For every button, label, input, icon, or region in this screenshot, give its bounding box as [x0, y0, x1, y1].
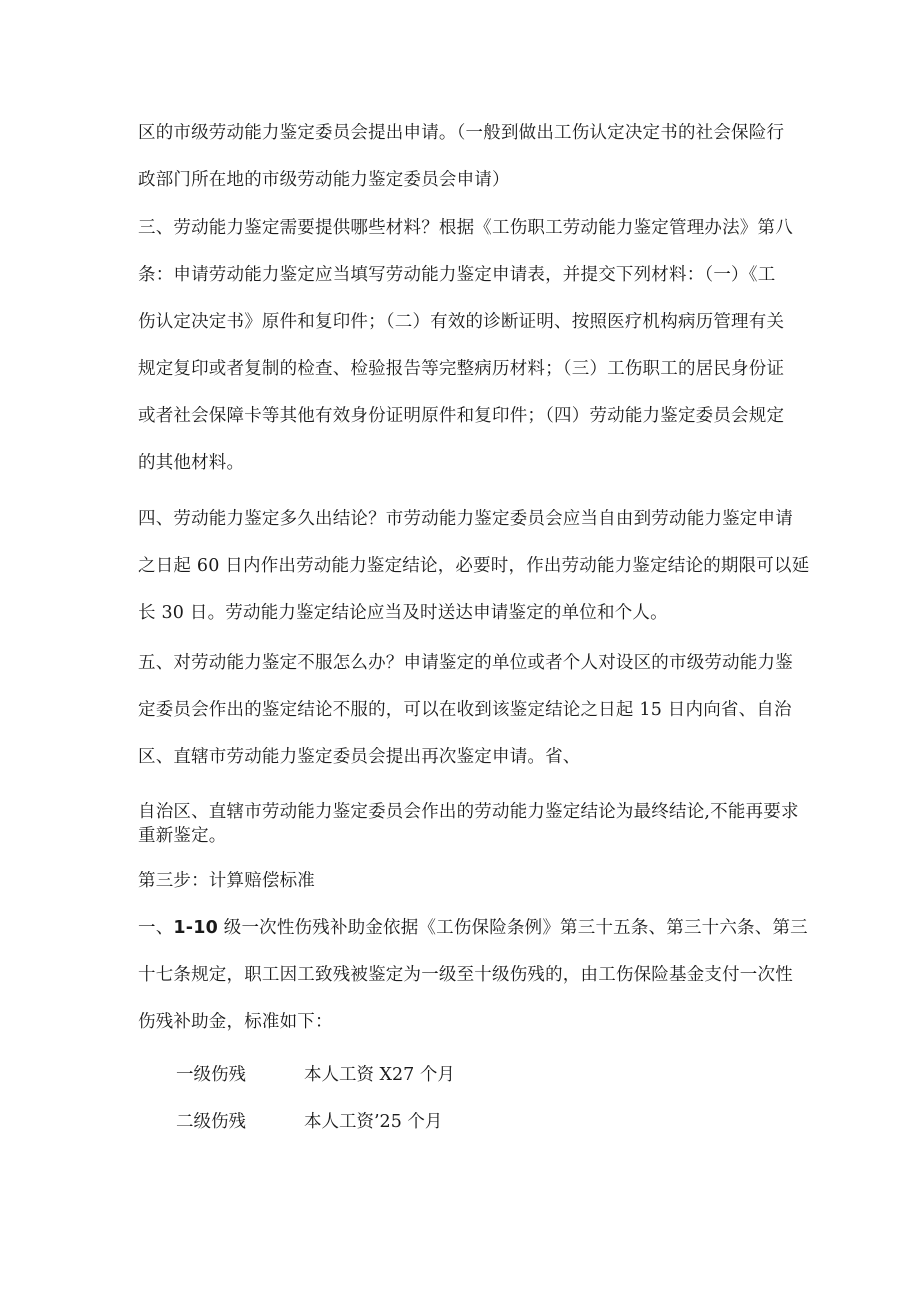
text-line: 四、劳动能力鉴定多久出结论？市劳动能力鉴定委员会应当自由到劳动能力鉴定申请	[138, 509, 793, 529]
text-line: 定委员会作出的鉴定结论不服的，可以在收到该鉴定结论之日起 15 日内向省、自治	[138, 700, 792, 720]
grade-row	[176, 1060, 455, 1090]
list-prefix: 一、	[138, 918, 174, 938]
text-line: 十七条规定，职工因工致残被鉴定为一级至十级伤残的，由工伤保险基金支付一次性	[138, 965, 793, 985]
paragraph-objection	[138, 640, 793, 781]
grade-standard: 本人工资 X27 个月	[304, 1065, 455, 1085]
text-line: 或者社会保障卡等其他有效身份证明原件和复印件；（四）劳动能力鉴定委员会规定	[138, 406, 785, 426]
text-segment: 级一次性伤残补助金依据《工伤保险条例》第三十五条、第三十六条、第三	[218, 918, 808, 938]
text-line: 长 30 日。劳动能力鉴定结论应当及时送达申请鉴定的单位和个人。	[138, 603, 668, 623]
grade-label: 二级伤残	[176, 1112, 246, 1132]
grade-label: 一级伤残	[176, 1065, 246, 1085]
text-line: 伤残补助金，标准如下：	[138, 1012, 333, 1032]
text-line: 规定复印或者复制的检查、检验报告等完整病历材料；（三）工伤职工的居民身份证	[138, 359, 785, 379]
paragraph-application-location	[138, 110, 788, 204]
paragraph-required-materials	[138, 205, 793, 487]
text-line: 重新鉴定。	[138, 826, 227, 846]
text-line: 的其他材料。	[138, 453, 245, 473]
text-line: 五、对劳动能力鉴定不服怎么办？申请鉴定的单位或者个人对设区的市级劳动能力鉴	[138, 653, 793, 673]
text-line: 三、劳动能力鉴定需要提供哪些材料？根据《工伤职工劳动能力鉴定管理办法》第八	[138, 218, 793, 238]
step-three-heading	[138, 858, 788, 905]
paragraph-final-conclusion	[138, 800, 799, 848]
text-line: 第三步：计算赔偿标准	[138, 871, 315, 891]
text-line: 区的市级劳动能力鉴定委员会提出申请。（一般到做出工伤认定决定书的社会保险行	[138, 123, 785, 143]
text-line	[138, 905, 808, 952]
text-line: 之日起 60 日内作出劳动能力鉴定结论，必要时，作出劳动能力鉴定结论的期限可以延	[138, 556, 810, 576]
grade-range: 1-10	[173, 918, 218, 938]
text-line: 伤认定决定书》原件和复印件；（二）有效的诊断证明、按照医疗机构病历管理有关	[138, 312, 785, 332]
paragraph-one-time-subsidy	[138, 905, 808, 1046]
grade-row	[176, 1107, 442, 1137]
text-line: 政部门所在地的市级劳动能力鉴定委员会申请）	[138, 170, 510, 190]
text-line: 自治区、直辖市劳动能力鉴定委员会作出的劳动能力鉴定结论为最终结论,不能再要求	[138, 802, 799, 822]
text-line: 区、直辖市劳动能力鉴定委员会提出再次鉴定申请。省、	[138, 747, 581, 767]
text-line: 条：申请劳动能力鉴定应当填写劳动能力鉴定申请表，并提交下列材料：（一）《工	[138, 265, 776, 285]
paragraph-conclusion-time	[138, 496, 810, 637]
grade-standard: 本人工资’25 个月	[304, 1112, 443, 1132]
